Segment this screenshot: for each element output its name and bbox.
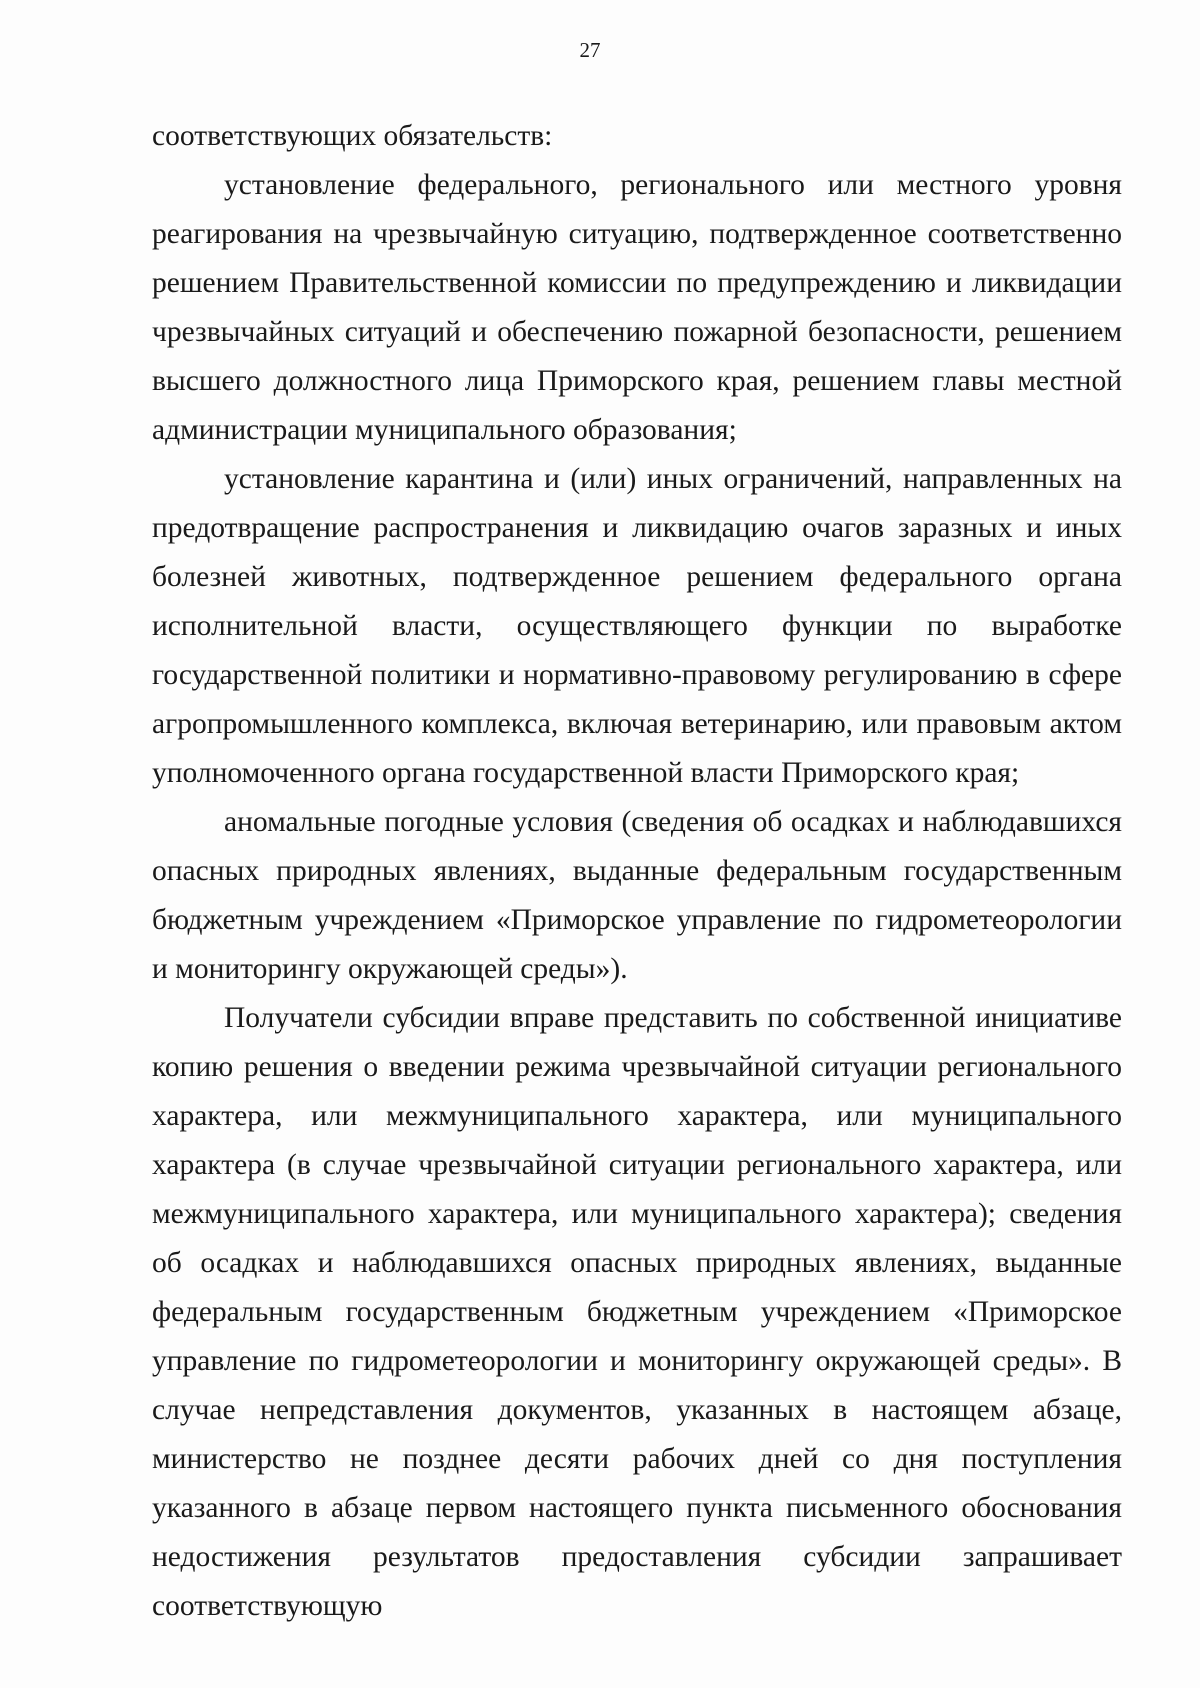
- paragraph-quarantine: установление карантина и (или) иных ограничений, направленных на предотвращение распространения и ликвидацию очагов заразных и иных болезней животных, подтвержденное решением федерального органа исполнительной власти, осуществляющего функции по выработке государственной политики и нормативно-правовому регулированию в сфере агропромышленного комплекса, включая ветеринарию, или правовым актом уполномоченного органа государственной власти Приморского края;: [152, 463, 1122, 789]
- page-number: 27: [579, 38, 601, 62]
- paragraph-continuation: соответствующих обязательств:: [152, 120, 553, 152]
- paragraph-weather-conditions: аномальные погодные условия (сведения об осадках и наблюдавшихся опасных природных явлениях, выданные федеральным государственным бюджетным учреждением «Приморское управление по гидрометеорологии и мониторингу окружающей среды»).: [152, 806, 1122, 985]
- paragraph-subsidy-recipients: Получатели субсидии вправе представить по собственной инициативе копию решения о введении режима чрезвычайной ситуации регионального характера, или межмуниципального характера, или муниципального характера (в случае чрезвычайной ситуации регионального характера, или межмуниципального характера, или муниципального характера); сведения об осадках и наблюдавшихся опасных природных явлениях, выданные федеральным государственным бюджетным учреждением «Приморское управление по гидрометеорологии и мониторингу окружающей среды». В случае непредставления документов, указанных в настоящем абзаце, министерство не позднее десяти рабочих дней со дня поступления указанного в абзаце первом настоящего пункта письменного обоснования недостижения результатов предоставления субсидии запрашивает соответствующую: [152, 1002, 1122, 1622]
- document-body: [152, 112, 1122, 1631]
- paragraph-emergency-level: установление федерального, регионального или местного уровня реагирования на чрезвычайную ситуацию, подтвержденное соответственно решением Правительственной комиссии по предупреждению и ликвидации чрезвычайных ситуаций и обеспечению пожарной безопасности, решением высшего должностного лица Приморского края, решением главы местной администрации муниципального образования;: [152, 169, 1122, 446]
